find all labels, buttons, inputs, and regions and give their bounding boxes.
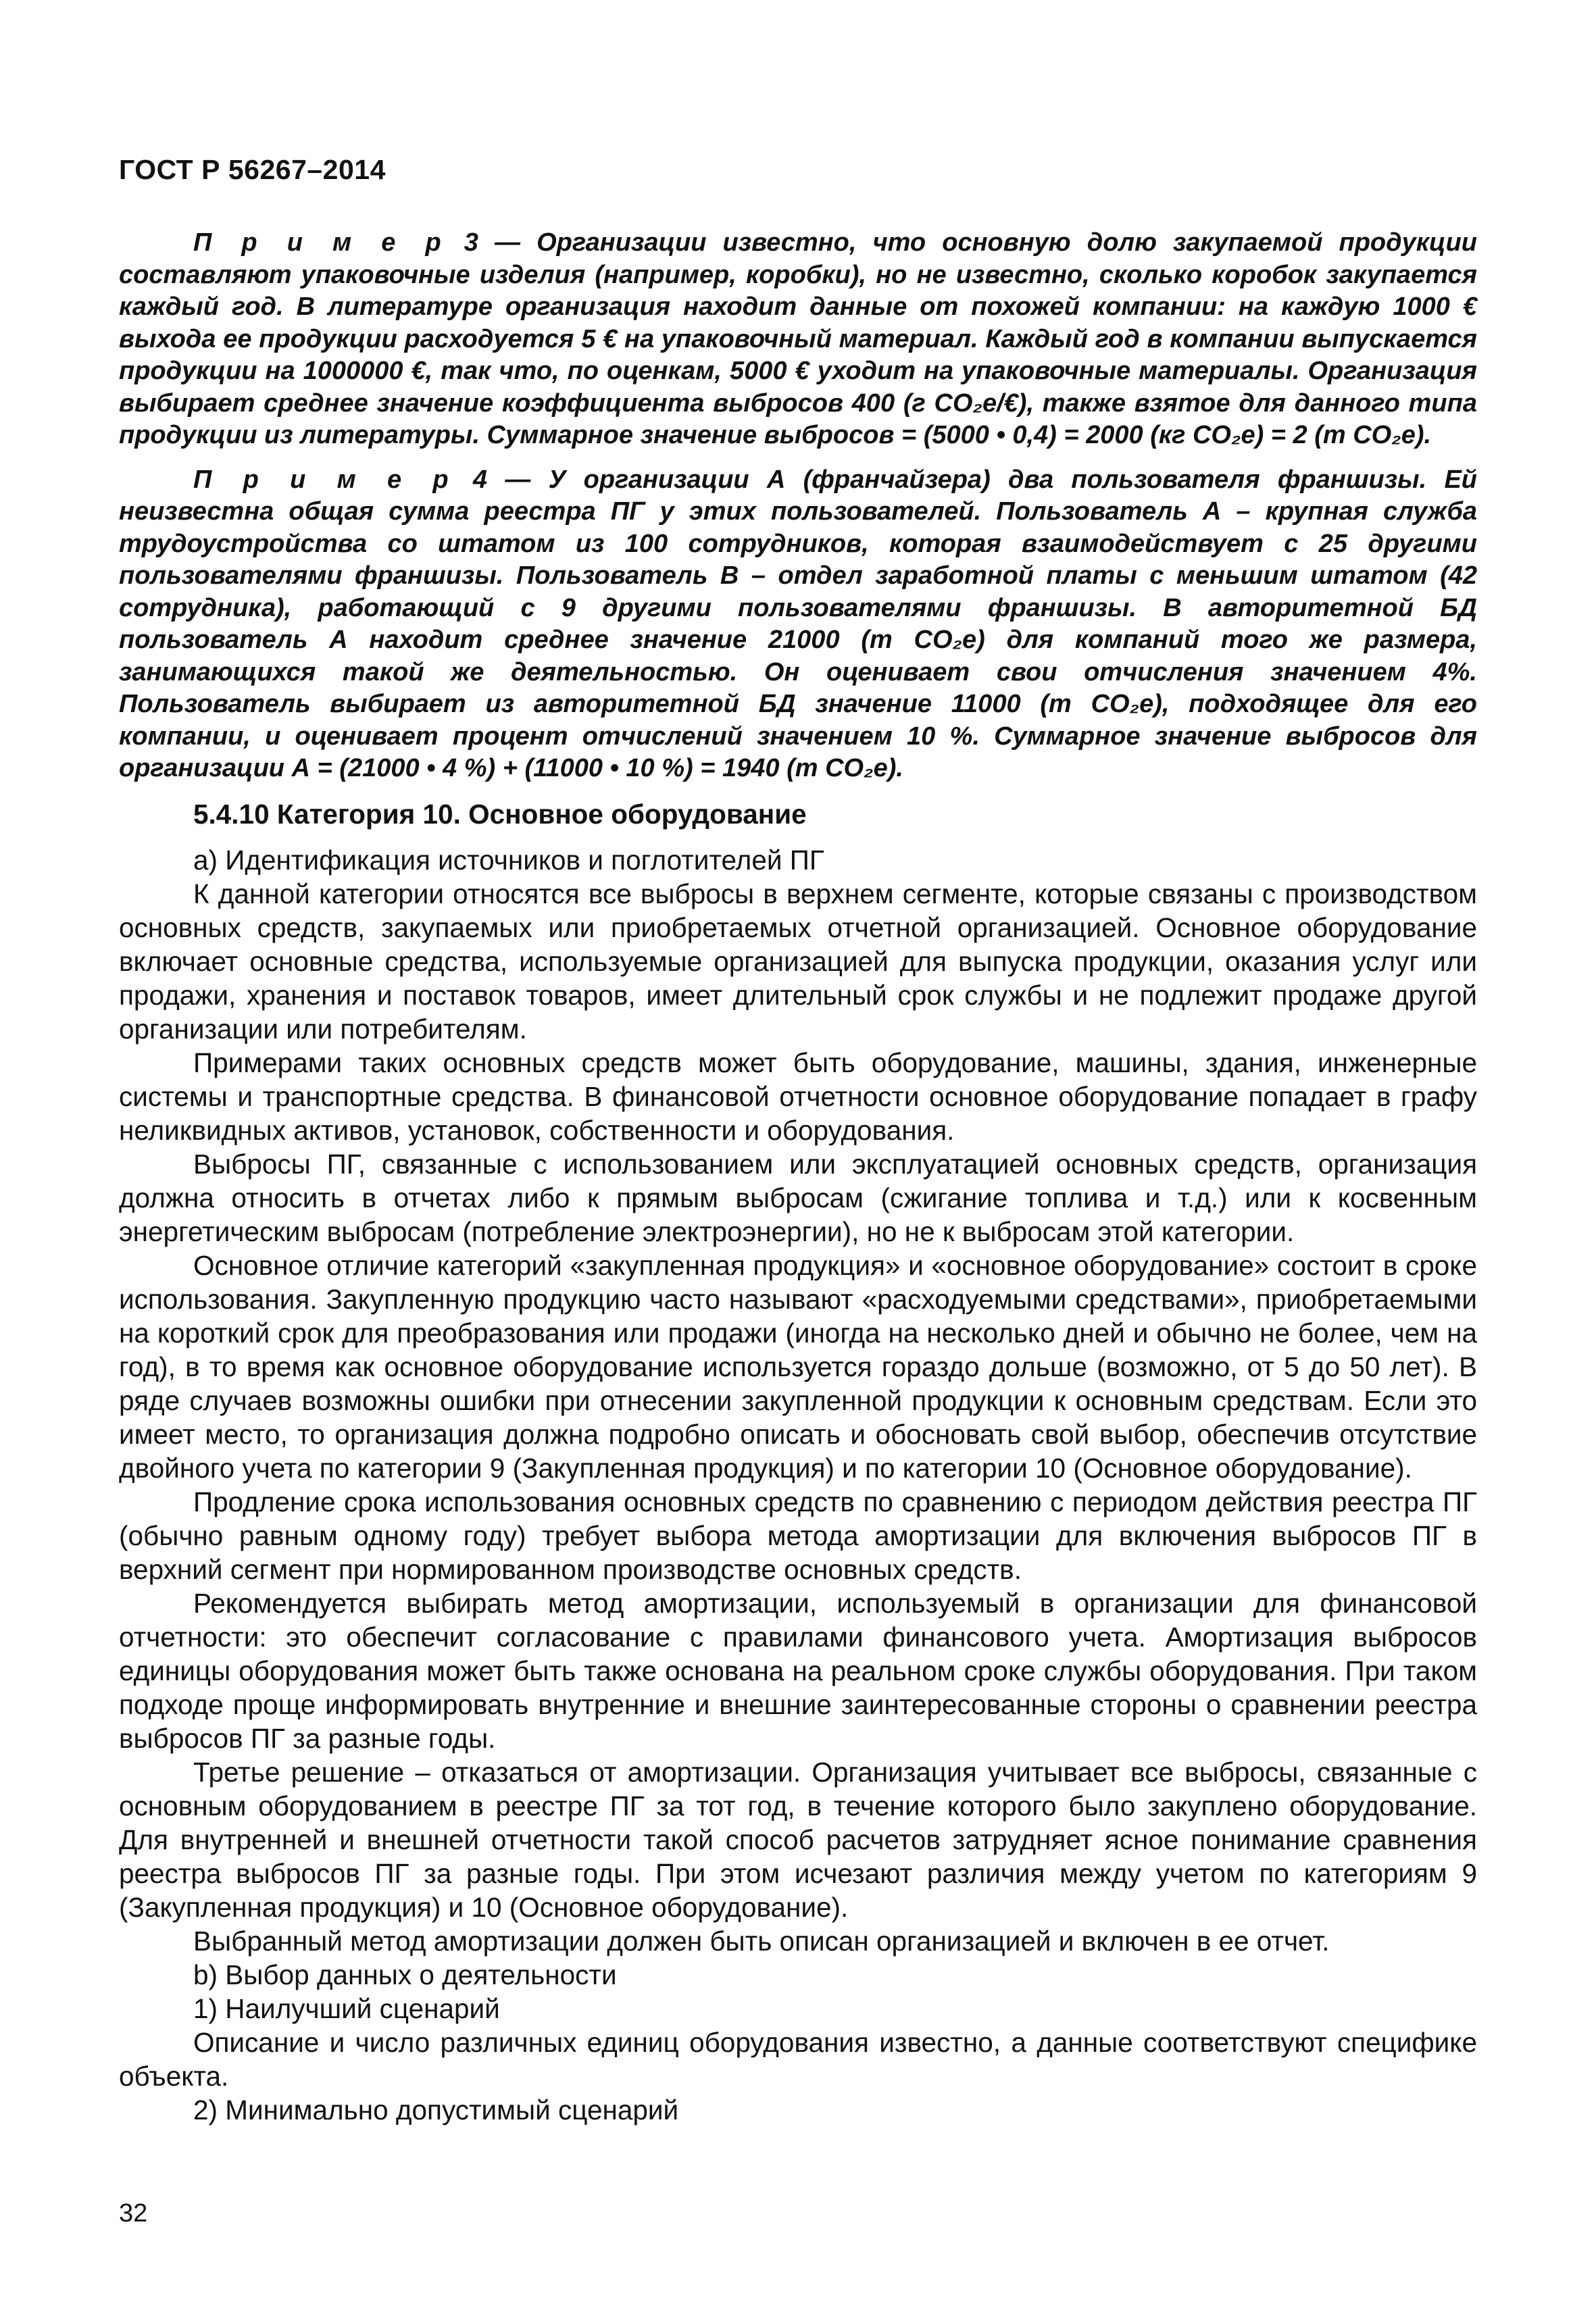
document-body	[119, 227, 1477, 2127]
example-text: — У организации А (франчайзера) два пользователя франшизы. Ей неизвестна общая сумма реестра ПГ у этих пользователей. Пользователь А – крупная служба трудоустройства со штатом из 100 сотрудников, которая взаимодействует с 25 другими пользователями франшизы. Пользователь В – отдел заработной платы с меньшим штатом (42 сотрудника), работающий с 9 другими пользователями франшизы. В авторитетной БД пользователь А находит среднее значение 21000 (т CO₂е) для компаний того же размера, занимающихся такой же деятельностью. Он оценивает свои отчисления значением 4%. Пользователь выбирает из авторитетной БД значение 11000 (т CO₂е), подходящее для его компании, и оценивает процент отчислений значением 10 %. Суммарное значение выбросов для организации А = (21000 • 4 %) + (11000 • 10 %) = 1940 (т CO₂е).	[119, 465, 1478, 782]
section-heading: 5.4.10 Категория 10. Основное оборудование	[193, 798, 807, 830]
document-page	[119, 0, 1477, 2314]
example-number: 4	[472, 465, 488, 494]
paragraph: Примерами таких основных средств может быть оборудование, машины, здания, инженерные системы и транспортные средства. В финансовой отчетности основное оборудование попадает в графу неликвидных активов, установок, собственности и оборудования.	[119, 1047, 1477, 1146]
paragraph: Продление срока использования основных средств по сравнению с периодом действия реестра ПГ (обычно равным одному году) требует выбора метода амортизации для включения выбросов ПГ в верхний сегмент при нормированном производстве основных средств.	[119, 1486, 1477, 1585]
paragraph: К данной категории относятся все выбросы в верхнем сегменте, которые связаны с производством основных средств, закупаемых или приобретаемых отчетной организацией. Основное оборудование включает основные средства, используемые организацией для выпуска продукции, оказания услуг или продажи, хранения и поставок товаров, имеет длительный срок службы и не подлежит продаже другой организации или потребителям.	[119, 878, 1477, 1045]
paragraph: Третье решение – отказаться от амортизации. Организация учитывает все выбросы, связанные с основным оборудованием в реестре ПГ за тот год, в течение которого было закуплено оборудование. Для внутренней и внешней отчетности такой способ расчетов затрудняет ясное понимание сравнения реестра выбросов ПГ за разные годы. При этом исчезают различия между учетом по категориям 9 (Закупленная продукция) и 10 (Основное оборудование).	[119, 1756, 1477, 1923]
paragraph: Выбранный метод амортизации должен быть описан организацией и включен в ее отчет.	[193, 1925, 1330, 1957]
paragraph: Основное отличие категорий «закупленная продукция» и «основное оборудование» состоит в сроке использования. Закупленную продукцию часто называют «расходуемыми средствами», приобретаемыми на короткий срок для преобразования или продажи (иногда на несколько дней и обычно не более, чем на год), в то время как основное оборудование используется гораздо дольше (возможно, от 5 до 50 лет). В ряде случаев возможны ошибки при отнесении закупленной продукции к основным средствам. Если это имеет место, то организация должна подробно описать и обосновать свой выбор, обеспечив отсутствие двойного учета по категории 9 (Закупленная продукция) и по категории 10 (Основное оборудование).	[119, 1249, 1477, 1484]
paragraph: Выбросы ПГ, связанные с использованием или эксплуатацией основных средств, организация должна относить в отчетах либо к прямым выбросам (сжигание топлива и т.д.) или к косвенным энергетическим выбросам (потребление электроэнергии), но не к выбросам этой категории.	[119, 1148, 1477, 1247]
example-text: — Организации известно, что основную долю закупаемой продукции составляют упаковочные изделия (например, коробки), но не известно, сколько коробок закупается каждый год. В литературе организация находит данные от похожей компании: на каждую 1000 € выхода ее продукции расходуется 5 € на упаковочный материал. Каждый год в компании выпускается продукции на 1000000 €, так что, по оценкам, 5000 € уходит на упаковочные материалы. Организация выбирает среднее значение коэффициента выбросов 400 (г CO₂е/€), также взятое для данного типа продукции из литературы. Суммарное значение выбросов = (5000 • 0,4) = 2000 (кг CO₂е) = 2 (т CO₂е).	[119, 228, 1477, 449]
subsection-b-title: b) Выбор данных о деятельности	[193, 1959, 617, 1990]
example-label: П р и м е р	[193, 465, 455, 494]
page-number: 32	[119, 2199, 148, 2228]
example-number: 3	[464, 228, 478, 257]
subsection-a-title: а) Идентификация источников и поглотителей ПГ	[193, 844, 824, 876]
document-code-header: ГОСТ Р 56267–2014	[119, 154, 386, 185]
example-4	[119, 464, 1477, 785]
example-3	[119, 227, 1477, 452]
paragraph: Рекомендуется выбирать метод амортизации, используемый в организации для финансовой отчетности: это обеспечит согласование с правилами финансового учета. Амортизация выбросов единицы оборудования может быть также основана на реальном сроке службы оборудования. При таком подходе проще информировать внутренние и внешние заинтересованные стороны о сравнении реестра выбросов ПГ за разные годы.	[119, 1587, 1477, 1754]
scenario-1-title: 1) Наилучший сценарий	[193, 1992, 500, 2024]
example-label: П р и м е р	[193, 228, 448, 257]
scenario-2-title: 2) Минимально допустимый сценарий	[193, 2094, 679, 2126]
paragraph: Описание и число различных единиц оборудования известно, а данные соответствуют специфике объекта.	[119, 2026, 1477, 2092]
